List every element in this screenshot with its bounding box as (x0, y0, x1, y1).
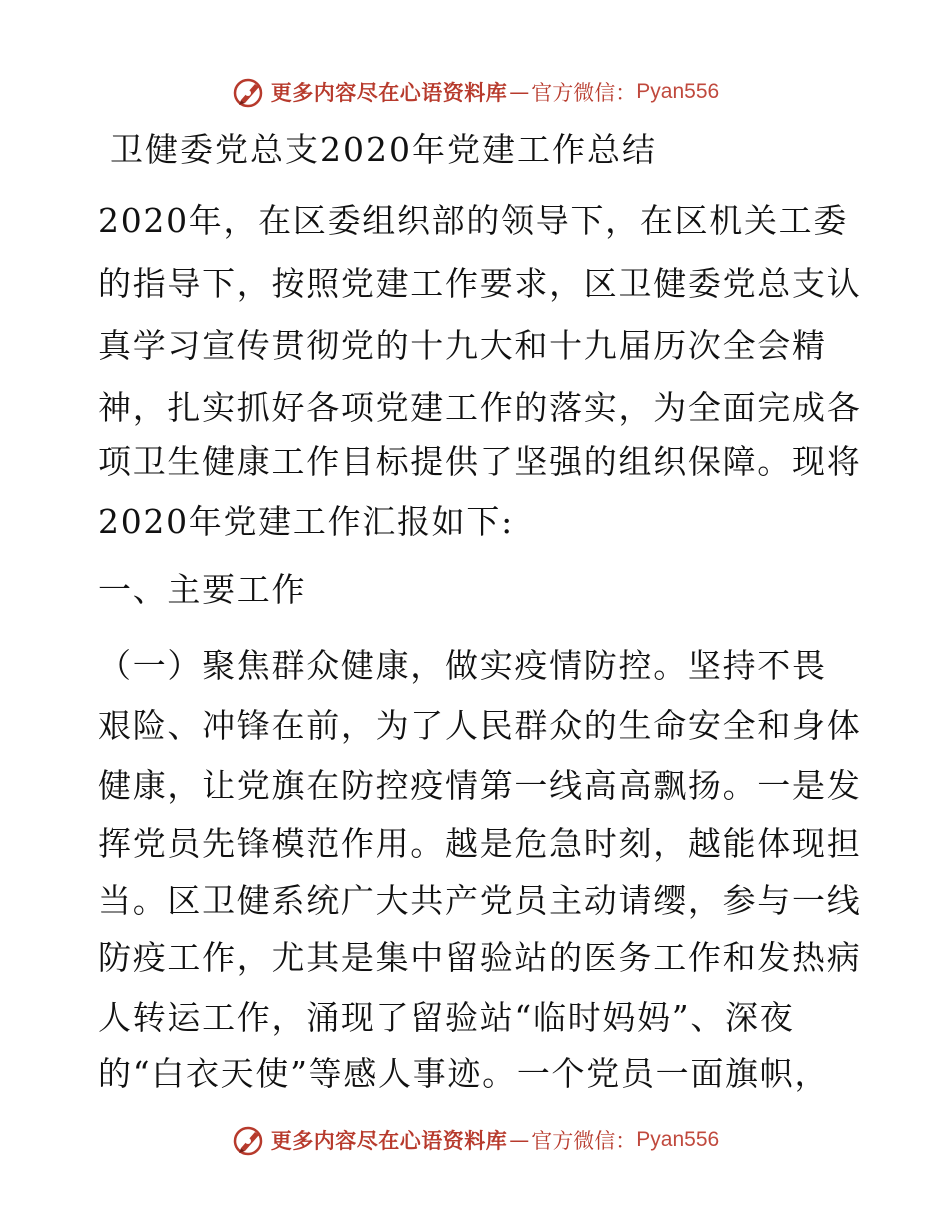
document-title: 卫健委党总支2020年党建工作总结 (110, 130, 657, 169)
body-line: 当。区卫健系统广大共产党员主动请缨，参与一线 (98, 881, 862, 920)
section-heading: 一、主要工作 (98, 570, 307, 609)
body-line: 2020年党建工作汇报如下: (98, 502, 514, 541)
body-line: 人转运工作，涌现了留验站“临时妈妈”、深夜 (98, 998, 795, 1037)
body-line: 健康，让党旗在防控疫情第一线高高飘扬。一是发 (98, 766, 862, 805)
body-line: 挥党员先锋模范作用。越是危急时刻，越能体现担 (98, 824, 862, 863)
body-line: 2020年，在区委组织部的领导下，在区机关工委 (98, 201, 849, 240)
body-line: 项卫生健康工作目标提供了坚强的组织保障。现将 (98, 442, 862, 481)
pen-logo-icon (231, 1122, 267, 1158)
watermark-sub: 官方微信： (531, 1129, 637, 1153)
watermark-banner-top (0, 72, 950, 112)
body-line: 的指导下，按照党建工作要求，区卫健委党总支认 (98, 264, 862, 303)
pen-logo-icon (231, 74, 267, 110)
body-line: （一）聚焦群众健康，做实疫情防控。坚持不畏 (98, 646, 827, 685)
watermark-sub: 官方微信： (531, 81, 637, 105)
watermark-text: 更多内容尽在心语资料库 (270, 1128, 508, 1153)
watermark-text: 更多内容尽在心语资料库 (270, 80, 508, 105)
body-line: 神，扎实抓好各项党建工作的落实，为全面完成各 (98, 388, 862, 427)
watermark-separator: — (509, 1128, 530, 1152)
body-line: 真学习宣传贯彻党的十九大和十九届历次全会精 (98, 326, 827, 365)
watermark-handle: Pyan556 (636, 1128, 720, 1151)
body-line: 艰险、冲锋在前，为了人民群众的生命安全和身体 (98, 706, 862, 745)
body-line: 的“白衣天使”等感人事迹。一个党员一面旗帜， (98, 1054, 830, 1093)
watermark-handle: Pyan556 (636, 80, 720, 103)
watermark-banner-bottom (0, 1120, 950, 1160)
watermark-separator: — (509, 80, 530, 104)
body-line: 防疫工作，尤其是集中留验站的医务工作和发热病 (98, 938, 862, 977)
